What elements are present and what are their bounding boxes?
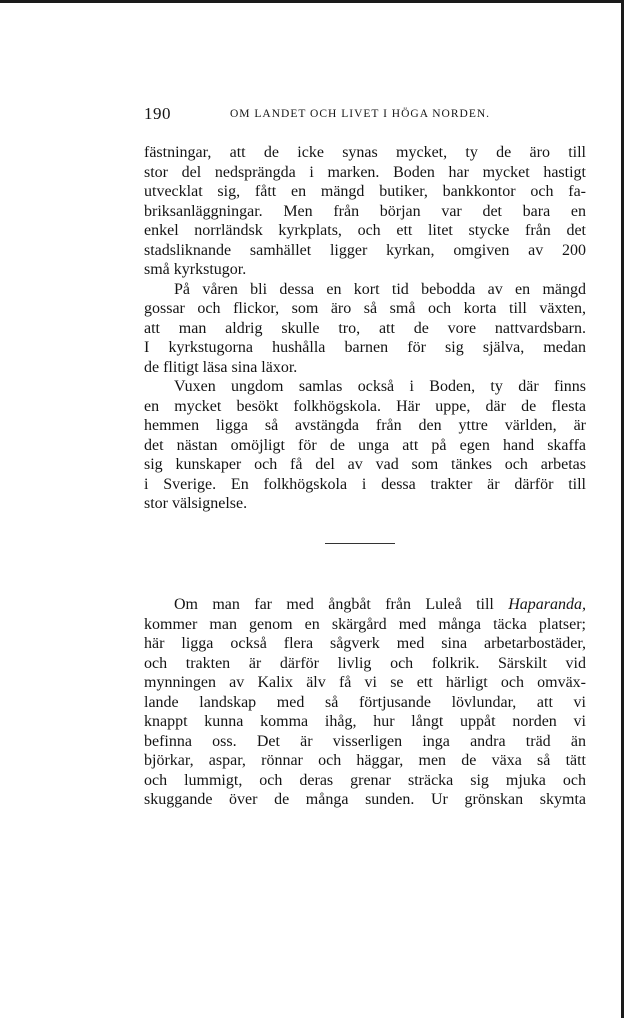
text-line: enkel norrländsk kyrkplats, och ett litet stycke från det	[144, 222, 586, 239]
text-line: befinna oss. Det är visserligen inga andra träd än	[144, 732, 586, 750]
text-line: fästningar, att de icke synas mycket, ty de äro till	[144, 144, 586, 161]
text-line: stadsliknande samhället ligger kyrkan, omgiven av 200	[144, 241, 586, 259]
text-line: det nästan omöjligt för de unga att på egen hand skaffa	[144, 436, 586, 454]
text-line: hemmen ligga så avstängda från den yttre världen, är	[144, 417, 586, 434]
text-line: att man aldrig skulle tro, att de vore nattvardsbarn.	[144, 319, 586, 337]
text-line: här ligga också flera sågverk med sina arbetarbostäder,	[144, 635, 586, 652]
text-line: lande landskap med så förtjusande lövlundar, att vi	[144, 693, 586, 711]
page-number: 190	[144, 104, 171, 123]
text-line: På våren bli dessa en kort tid bebodda av en mängd	[174, 280, 586, 298]
text-run: Om man far med ångbåt från Luleå till	[174, 596, 509, 613]
text-line: knappt kunna komma ihåg, hur långt uppåt norden vi	[144, 713, 586, 730]
text-line	[144, 595, 586, 615]
scan-border-top	[0, 0, 624, 3]
text-line: kommer man genom en skärgård med många täcka platser;	[144, 615, 586, 633]
text-line: stor välsignelse.	[144, 495, 248, 512]
text-line: I kyrkstugorna hushålla barnen för sig själva, medan	[144, 339, 586, 356]
text-block-haparanda	[144, 595, 586, 810]
text-line: briksanläggningar. Men från början var det bara en	[144, 202, 586, 220]
text-line: små kyrkstugor.	[144, 261, 247, 278]
text-line: björkar, aspar, rönnar och häggar, men de växa så tätt	[144, 752, 586, 769]
text-line: i Sverige. En folkhögskola i dessa trakter är därför till	[144, 475, 586, 493]
section-divider	[325, 543, 395, 544]
text-line: utvecklat sig, fått en mängd butiker, bankkontor och fa-	[144, 183, 586, 200]
text-line: en mycket besökt folkhögskola. Här uppe, där de flesta	[144, 397, 586, 415]
text-line: stor del nedsprängda i marken. Boden har mycket hastigt	[144, 163, 586, 181]
text-line: skuggande över de många sunden. Ur grönskan skymta	[144, 791, 586, 808]
text-line: och trakten är därför livlig och folkrik. Särskilt vid	[144, 654, 586, 672]
text-block-boden	[144, 143, 586, 514]
text-line: gossar och flickor, som äro så små och korta till växten,	[144, 300, 586, 317]
text-line: sig kunskaper och få del av vad som tänkes och arbetas	[144, 456, 586, 473]
place-name-italic: Haparanda,	[508, 596, 586, 613]
text-line: mynningen av Kalix älv få vi se ett härligt och omväx-	[144, 674, 586, 691]
page-header	[144, 104, 586, 124]
text-line: Vuxen ungdom samlas också i Boden, ty där finns	[174, 378, 586, 395]
text-line: de flitigt läsa sina läxor.	[144, 358, 298, 376]
text-line: och lummigt, och deras grenar sträcka sig mjuka och	[144, 771, 586, 789]
running-head: OM LANDET OCH LIVET I HÖGA NORDEN.	[230, 108, 491, 120]
